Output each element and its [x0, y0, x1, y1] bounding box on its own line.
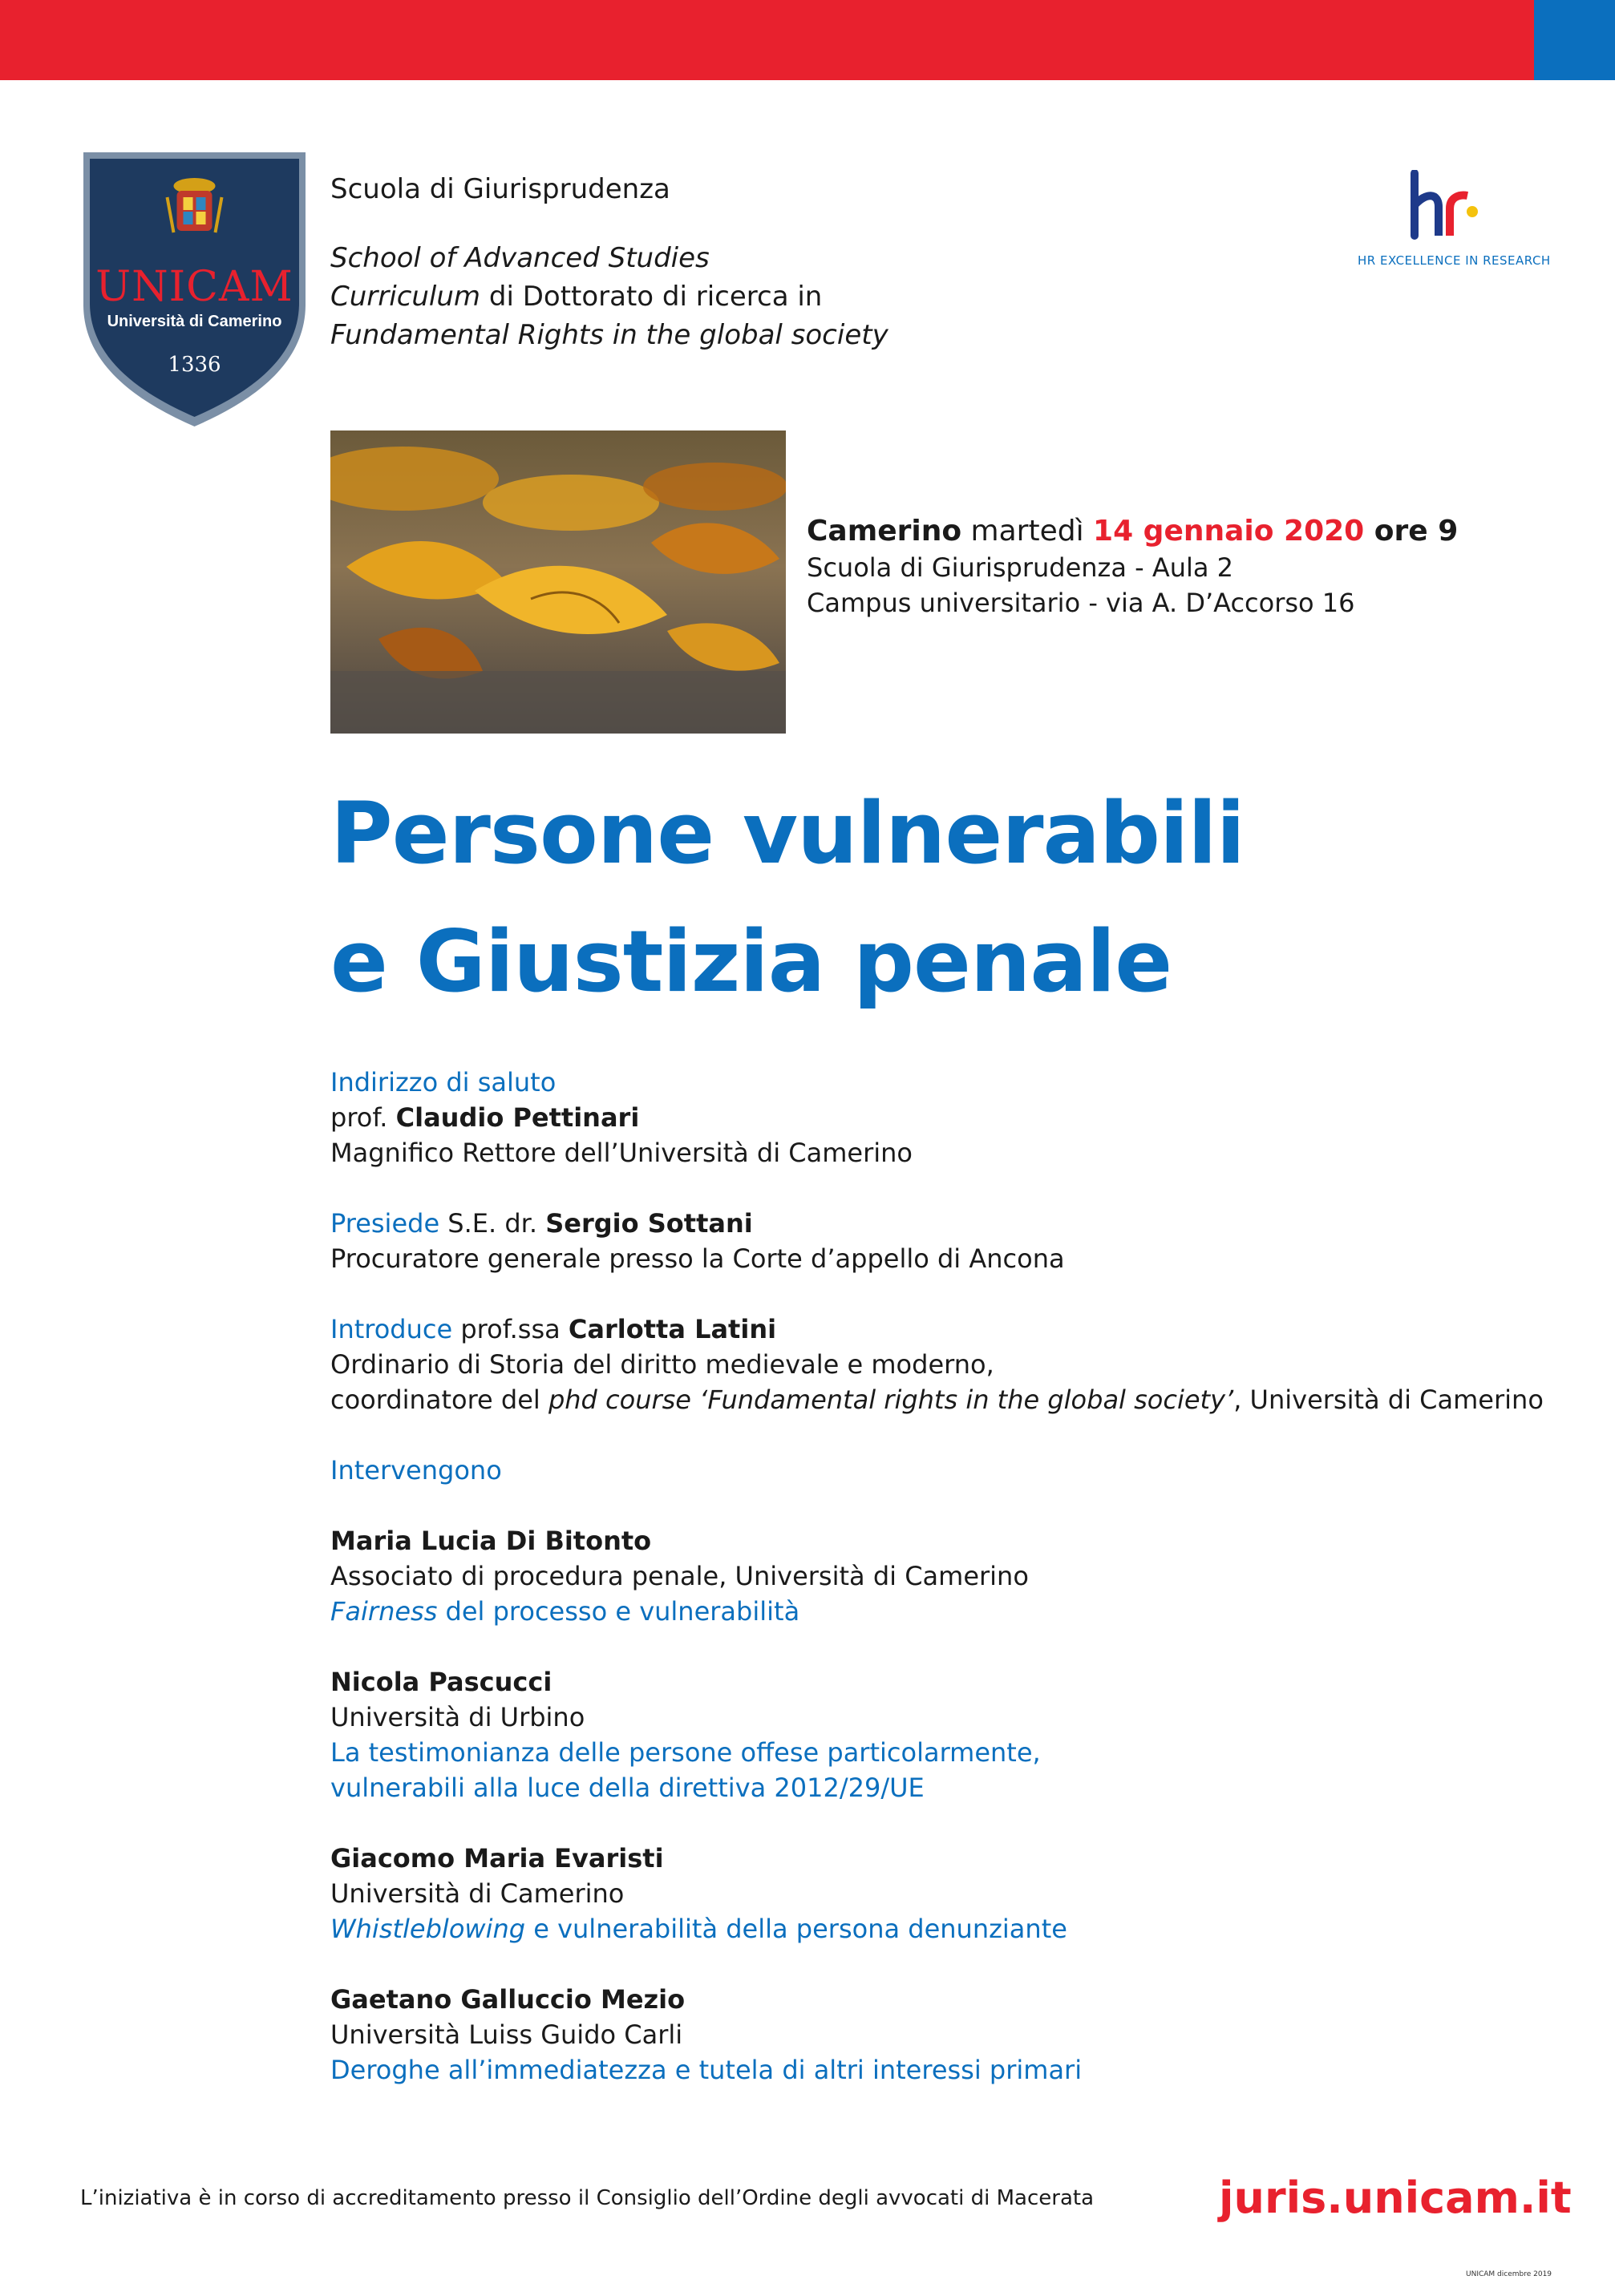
speaker-affiliation: Università di Camerino	[330, 1878, 625, 1909]
website-link[interactable]: juris.unicam.it	[1219, 2173, 1572, 2223]
speaker-name: Maria Lucia Di Bitonto	[330, 1526, 652, 1556]
speaker-topic-italic: Fairness	[330, 1596, 438, 1627]
intro-role-2a: coordinatore del	[330, 1384, 548, 1415]
program	[330, 1065, 1544, 2123]
event-when	[807, 513, 1458, 550]
curriculum-rest: di Dottorato di ricerca in	[480, 281, 823, 313]
chair-label: Presiede	[330, 1208, 440, 1239]
speaker-topic-line-2: vulnerabili alla luce della direttiva 2012/29/UE	[330, 1773, 925, 1803]
event-venue: Scuola di Giurisprudenza - Aula 2	[807, 552, 1234, 583]
intro-speaker	[330, 1312, 1544, 1347]
speaker-item	[330, 1523, 1544, 1629]
event-address: Campus universitario - via A. D’Accorso 16	[807, 588, 1355, 618]
advanced-studies: School of Advanced Studies	[330, 242, 710, 274]
title-line-1: Persone vulnerabili	[330, 784, 1245, 883]
chair-block	[330, 1206, 1544, 1276]
event-date: 14 gennaio 2020	[1093, 515, 1365, 548]
speakers-heading: Intervengono	[330, 1455, 502, 1486]
hr-icon	[1410, 170, 1482, 242]
speaker-item	[330, 1664, 1544, 1805]
intro-role-2c: , Università di Camerino	[1233, 1384, 1544, 1415]
speaker-item	[330, 1982, 1544, 2088]
hr-caption: HR EXCELLENCE IN RESEARCH	[1358, 253, 1551, 268]
speaker-affiliation: Università Luiss Guido Carli	[330, 2019, 683, 2050]
intro-label: Introduce	[330, 1314, 453, 1344]
chair-name: Sergio Sottani	[545, 1208, 753, 1239]
event-details	[807, 513, 1458, 620]
event-day: martedì	[961, 515, 1094, 548]
logo-year: 1336	[168, 353, 221, 377]
speaker-topic-rest: e vulnerabilità della persona denunziante	[525, 1914, 1067, 1944]
logo-name: UNICAM	[95, 263, 293, 311]
autumn-leaves-photo	[330, 430, 786, 734]
school-name: Scuola di Giurisprudenza	[330, 173, 670, 205]
speaker-name: Gaetano Galluccio Mezio	[330, 1984, 686, 2015]
speaker-affiliation: Associato di procedura penale, Università di Camerino	[330, 1561, 1029, 1591]
title-line-2: e Giustizia penale	[330, 912, 1172, 1011]
chair-speaker	[330, 1206, 1544, 1241]
speaker-topic-italic: Whistleblowing	[330, 1914, 526, 1944]
greeting-prefix: prof.	[330, 1102, 396, 1133]
intro-block	[330, 1312, 1544, 1417]
speaker-name: Giacomo Maria Evaristi	[330, 1843, 664, 1874]
event-city: Camerino	[807, 515, 962, 548]
accreditation-note: L’iniziativa è in corso di accreditamento presso il Consiglio dell’Ordine degli avvocati di Macerata	[80, 2186, 1095, 2210]
intro-role-2	[330, 1382, 1544, 1417]
speaker-topic	[330, 1594, 1544, 1629]
speaker-topic: Deroghe all’immediatezza e tutela di altri interessi primari	[330, 2055, 1083, 2085]
speaker-topic	[330, 1911, 1544, 1946]
header-block	[330, 170, 888, 354]
hr-excellence-logo	[1358, 170, 1551, 268]
print-date: UNICAM dicembre 2019	[1466, 2270, 1552, 2278]
speaker-topic-rest: del processo e vulnerabilità	[437, 1596, 800, 1627]
greeting-role: Magnifico Rettore dell’Università di Camerino	[330, 1138, 913, 1168]
greeting-label: Indirizzo di saluto	[330, 1067, 557, 1097]
curriculum-line	[330, 277, 888, 316]
event-time: ore 9	[1364, 515, 1459, 548]
page-title	[330, 770, 1245, 1026]
speaker-affiliation: Università di Urbino	[330, 1702, 585, 1732]
intro-role-2b: phd course ‘Fundamental rights in the global society’	[548, 1384, 1234, 1415]
chair-prefix: S.E. dr.	[439, 1208, 546, 1239]
greeting-speaker	[330, 1100, 1544, 1135]
unicam-logo	[83, 152, 306, 426]
program-name: Fundamental Rights in the global society	[330, 319, 888, 351]
speaker-name: Nicola Pascucci	[330, 1667, 552, 1697]
speakers-label	[330, 1453, 1544, 1488]
intro-role-1: Ordinario di Storia del diritto medievale e moderno,	[330, 1349, 994, 1380]
speaker-item	[330, 1841, 1544, 1946]
intro-name: Carlotta Latini	[568, 1314, 777, 1344]
speaker-topic-line-1: La testimonianza delle persone offese particolarmente,	[330, 1737, 1041, 1768]
top-bar-red	[0, 0, 1534, 80]
top-bar-blue	[1534, 0, 1615, 80]
chair-role: Procuratore generale presso la Corte d’appello di Ancona	[330, 1243, 1065, 1274]
logo-subtitle: Università di Camerino	[107, 313, 282, 330]
intro-prefix: prof.ssa	[452, 1314, 569, 1344]
greeting-name: Claudio Pettinari	[395, 1102, 640, 1133]
greeting-block	[330, 1065, 1544, 1170]
curriculum-italic: Curriculum	[330, 281, 481, 313]
